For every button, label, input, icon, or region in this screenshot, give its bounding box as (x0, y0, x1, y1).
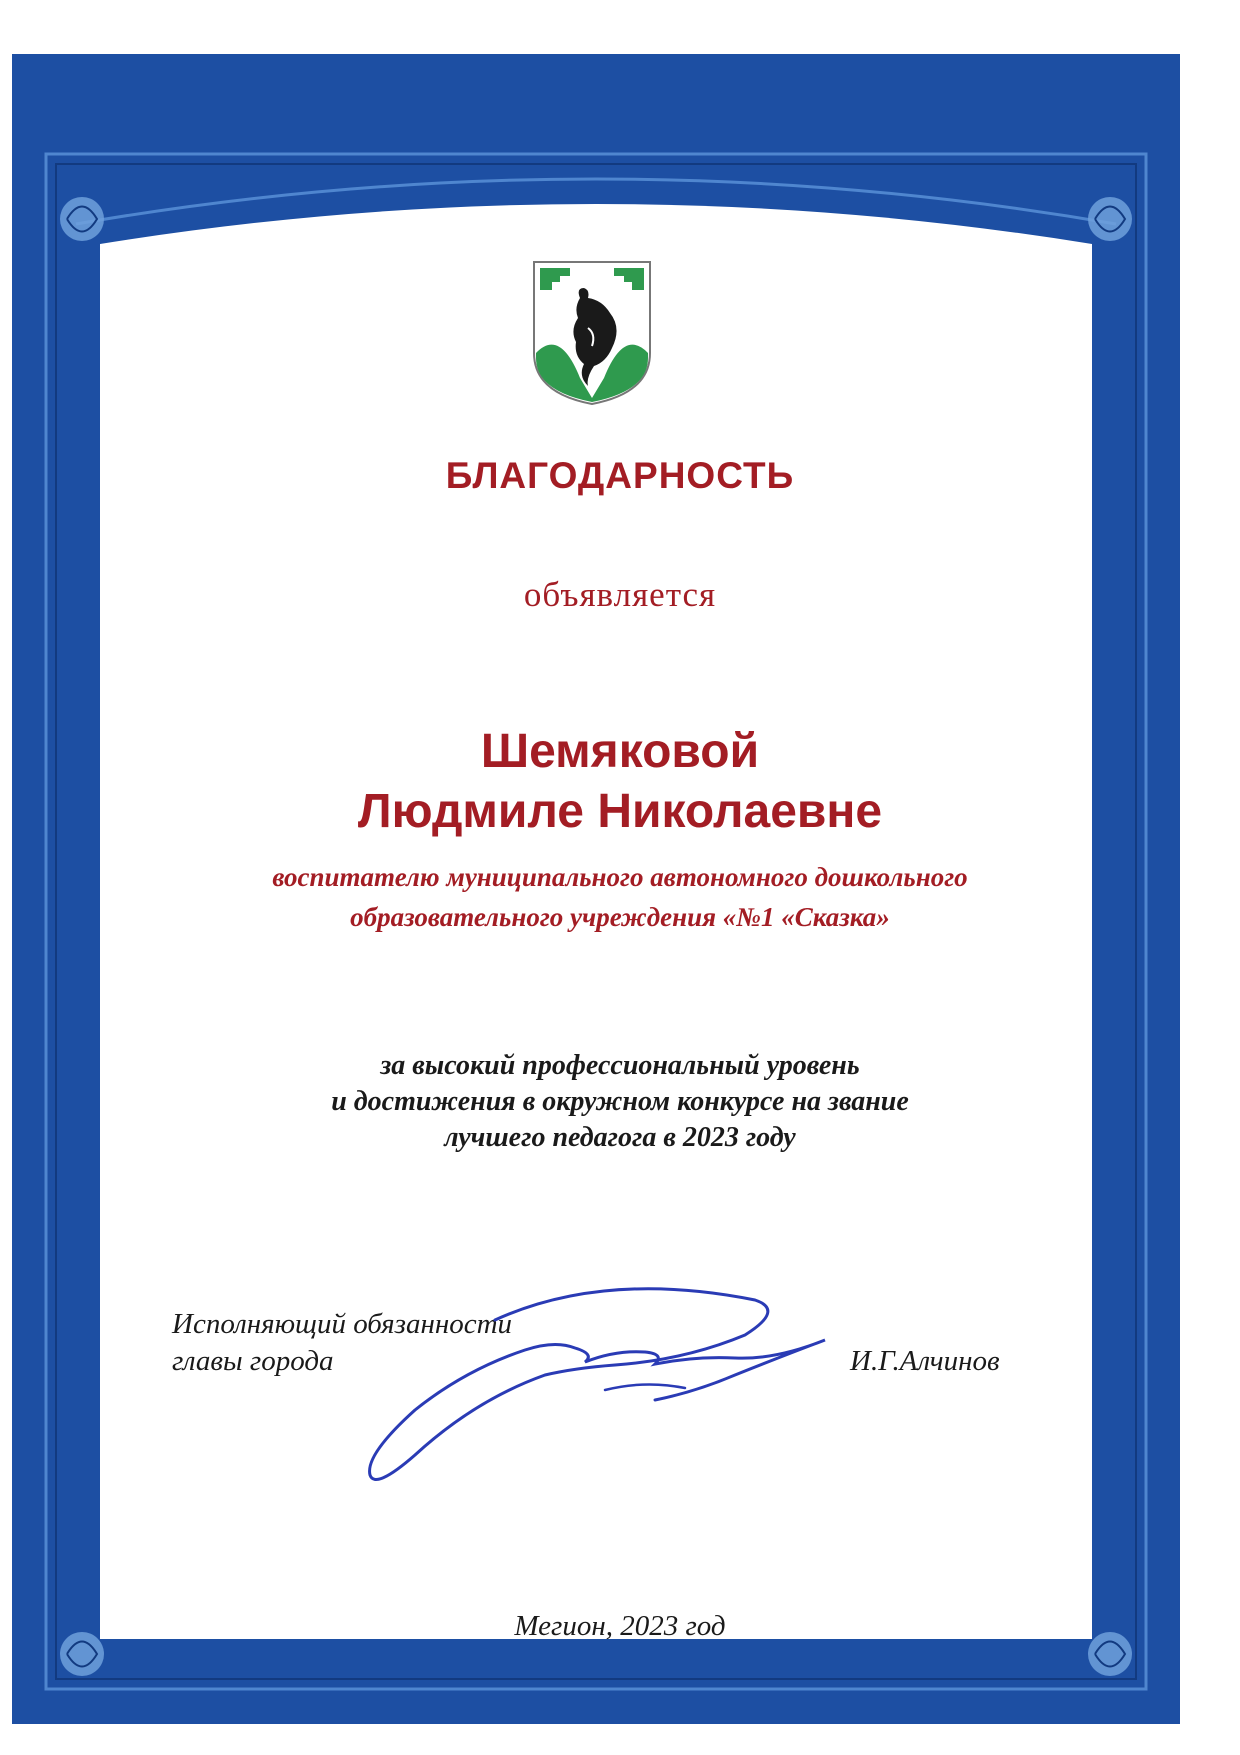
recipient-surname: Шемяковой (480, 725, 760, 778)
recipient-given-name: Людмиле Николаевне (357, 785, 883, 838)
certificate-subtitle: объявляется (523, 575, 717, 614)
signatory-title-line2: главы города (172, 1345, 334, 1377)
award-reason-line3: лучшего педагога в 2023 году (444, 1122, 796, 1153)
signatory-name: И.Г.Алчинов (850, 1345, 1000, 1377)
award-reason-line1: за высокий профессиональный уровень (380, 1050, 860, 1081)
recipient-position-line1: воспитателю муниципального автономного дошкольного (272, 862, 968, 892)
certificate-footer: Мегион, 2023 год (514, 1610, 726, 1642)
certificate-title: БЛАГОДАРНОСТЬ (445, 455, 795, 496)
recipient-position-line2: образовательного учреждения «№1 «Сказка» (350, 902, 890, 932)
handwritten-signature-icon (355, 1280, 865, 1500)
award-reason-line2: и достижения в окружном конкурсе на звание (331, 1086, 909, 1117)
signatory-title-line1: Исполняющий обязанности (172, 1308, 513, 1340)
